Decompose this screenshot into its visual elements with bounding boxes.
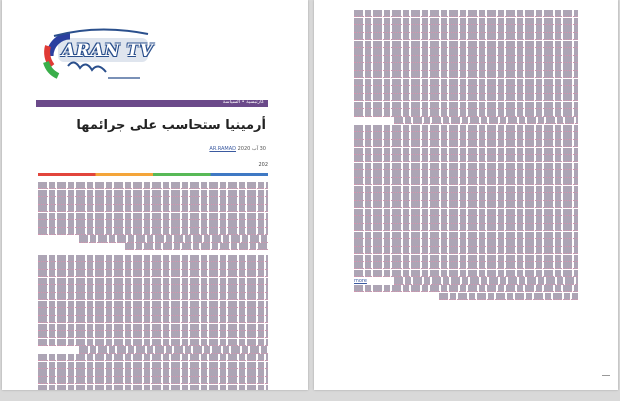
text-line <box>354 224 578 231</box>
text-line <box>38 316 268 323</box>
text-line <box>38 205 268 212</box>
text-line <box>354 109 578 116</box>
text-line <box>354 33 578 40</box>
view-count: 202 <box>258 162 268 168</box>
text-line <box>354 125 578 132</box>
document-page-left <box>2 0 308 390</box>
color-stripe-divider <box>38 173 268 176</box>
text-line <box>354 262 578 269</box>
text-line <box>79 346 268 353</box>
text-line <box>38 213 268 220</box>
text-line <box>38 197 268 204</box>
article-date: 30 آب 2020 <box>237 146 266 152</box>
text-line <box>125 243 268 250</box>
logo-text: ARAN TV <box>62 41 154 61</box>
text-line <box>354 155 578 162</box>
text-line <box>354 71 578 78</box>
text-line <box>354 255 578 262</box>
text-line <box>38 293 268 300</box>
text-line <box>38 301 268 308</box>
text-line <box>38 331 268 338</box>
text-line <box>38 369 268 376</box>
text-line <box>439 293 578 300</box>
text-line <box>38 190 268 197</box>
document-page-right <box>314 0 618 390</box>
category-label[interactable]: كارتبسية • السياسة <box>222 99 264 105</box>
text-line <box>354 239 578 246</box>
share-row <box>38 162 268 170</box>
aran-tv-logo <box>28 22 156 90</box>
text-line <box>354 25 578 32</box>
text-line <box>354 10 578 17</box>
text-line <box>354 56 578 63</box>
text-line <box>38 339 268 346</box>
text-line <box>354 79 578 86</box>
text-line <box>354 148 578 155</box>
article-byline <box>203 146 266 152</box>
article-headline: أرمينيا ستحاسب على جرائمها <box>76 118 266 133</box>
text-line <box>38 308 268 315</box>
text-line <box>38 377 268 384</box>
text-line <box>38 270 268 277</box>
text-line <box>38 354 268 361</box>
text-line <box>38 278 268 285</box>
text-line <box>354 178 578 185</box>
text-line <box>354 140 578 147</box>
text-line <box>354 18 578 25</box>
text-line <box>38 182 268 189</box>
text-line <box>354 270 578 277</box>
text-line <box>354 170 578 177</box>
text-line <box>354 186 578 193</box>
text-line <box>38 228 268 235</box>
text-line <box>354 232 578 239</box>
text-line <box>354 94 578 101</box>
footer-link[interactable]: more <box>354 278 367 284</box>
text-line <box>38 255 268 262</box>
text-line <box>38 324 268 331</box>
text-line <box>38 220 268 227</box>
text-line <box>354 63 578 70</box>
text-line <box>354 41 578 48</box>
text-line <box>354 216 578 223</box>
text-line <box>354 102 578 109</box>
article-body-left <box>38 182 268 387</box>
text-line <box>79 235 268 242</box>
text-line <box>394 277 578 284</box>
author-link[interactable]: AR.RAMAD <box>209 146 237 152</box>
text-line <box>394 117 578 124</box>
text-line <box>354 86 578 93</box>
text-line <box>354 163 578 170</box>
text-line <box>354 193 578 200</box>
text-line <box>354 247 578 254</box>
article-body-right <box>354 10 578 272</box>
text-line <box>354 48 578 55</box>
text-line <box>38 285 268 292</box>
category-bar[interactable] <box>36 100 268 107</box>
page-corner-mark <box>602 371 610 376</box>
text-line <box>38 362 268 369</box>
text-line <box>38 385 268 390</box>
text-line <box>38 262 268 269</box>
text-line <box>354 285 578 292</box>
text-line <box>354 132 578 139</box>
text-line <box>354 201 578 208</box>
text-line <box>354 209 578 216</box>
